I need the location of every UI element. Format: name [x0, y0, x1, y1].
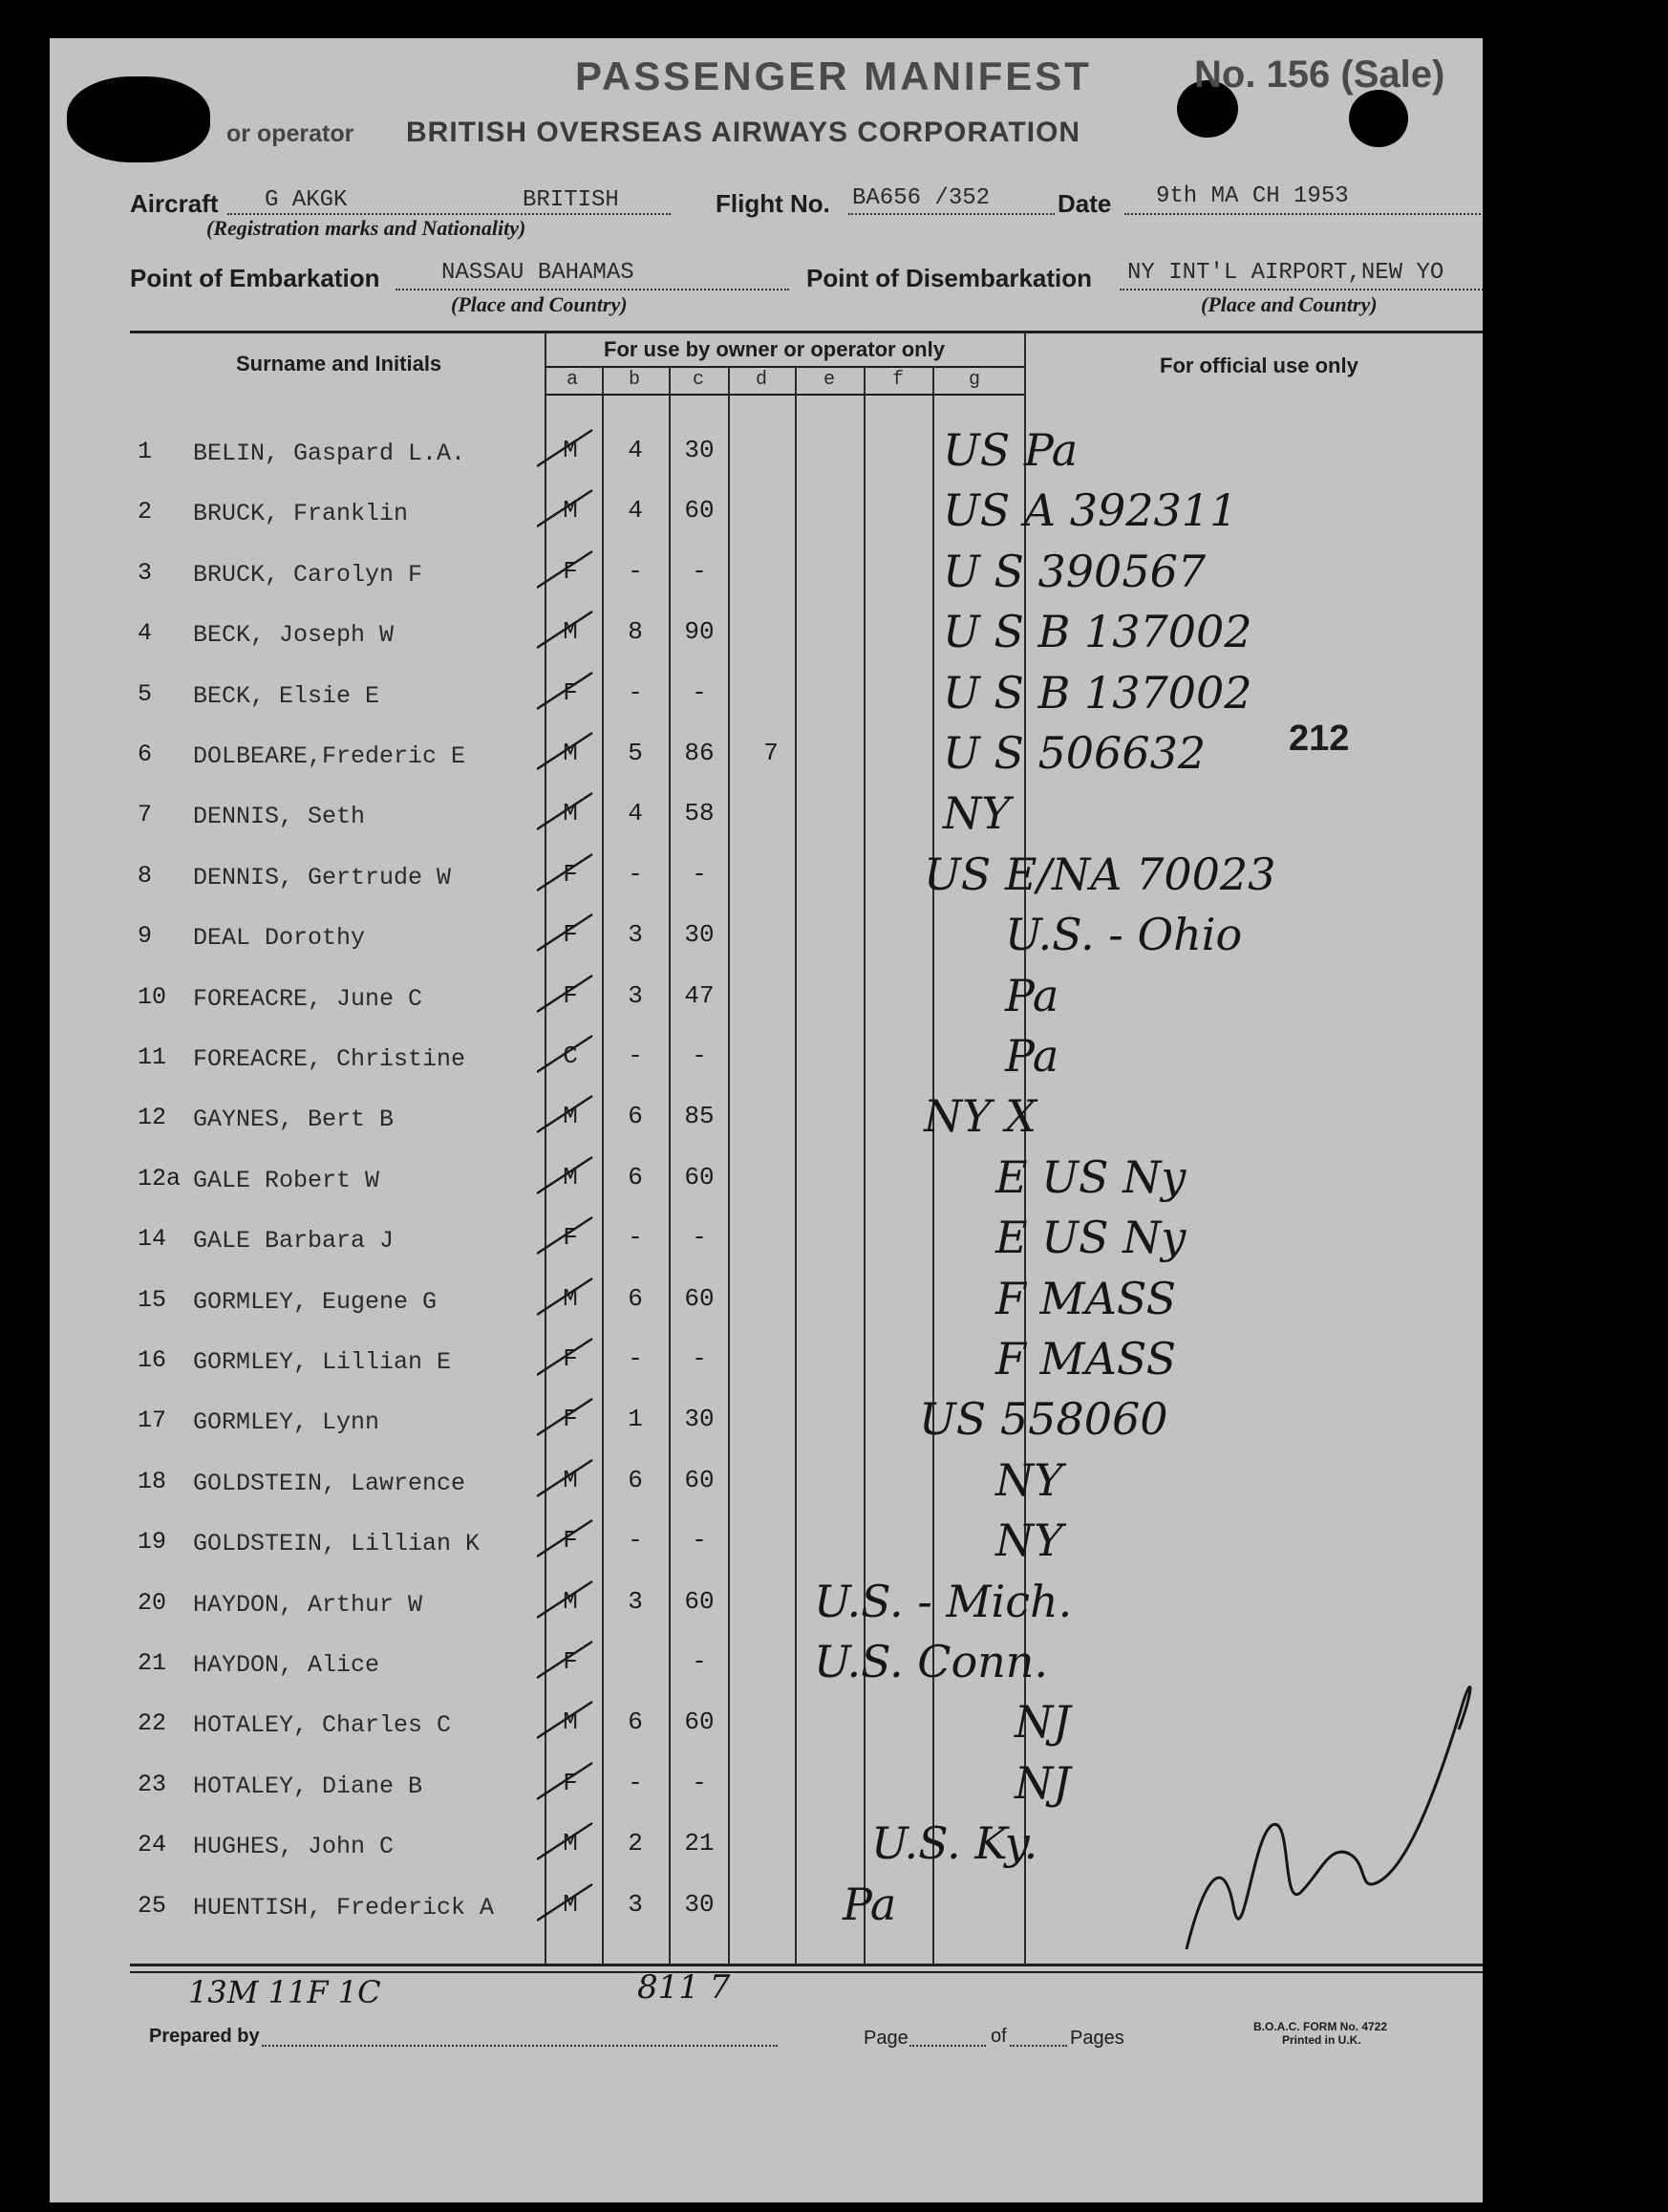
handwritten-note: U.S. Ky.	[871, 1817, 1038, 1870]
page-label: Page	[864, 2028, 909, 2049]
col-b-cell: 6	[628, 1465, 643, 1494]
manifest-number: No. 156 (Sale)	[1194, 54, 1445, 96]
col-c-cell: 90	[684, 617, 715, 647]
passenger-name: BELIN, Gaspard L.A.	[193, 440, 466, 467]
row-number: 5	[138, 679, 153, 708]
check-mark-icon	[537, 1333, 594, 1383]
col-c-cell: -	[692, 1768, 707, 1797]
col-b-cell: 6	[628, 1283, 643, 1313]
manifest-title: PASSENGER MANIFEST	[575, 54, 1092, 98]
col-c-cell: 60	[684, 496, 715, 526]
sex-cell: M	[563, 739, 578, 767]
table-row	[50, 969, 1483, 1031]
col-c-cell: 60	[684, 1586, 715, 1616]
col-c-cell: -	[692, 1223, 707, 1253]
row-number: 7	[138, 801, 153, 829]
sex-cell: M	[563, 1889, 578, 1919]
prepared-by-label: Prepared by	[149, 2026, 260, 2047]
embarkation-value: NASSAU BAHAMAS	[441, 260, 634, 286]
passenger-name: GAYNES, Bert B	[193, 1106, 395, 1134]
col-a-header: a	[567, 369, 579, 391]
owner-column-header: For use by owner or operator only	[604, 337, 945, 361]
col-c-cell: 85	[684, 1102, 715, 1131]
col-e-header: e	[823, 369, 836, 391]
torn-corner	[67, 76, 210, 162]
col-c-cell: 30	[684, 920, 715, 950]
pages-label: Pages	[1070, 2028, 1124, 2049]
check-mark-icon	[537, 1576, 594, 1625]
handwritten-note: Pa	[843, 1878, 897, 1930]
handwritten-note: U.S. Conn.	[814, 1636, 1049, 1687]
of-label: of	[991, 2026, 1007, 2047]
flight-label: Flight No.	[716, 189, 830, 218]
signature-icon	[1177, 1663, 1483, 1968]
handwritten-note: U.S. - Mich.	[814, 1575, 1073, 1627]
aircraft-registration: G AKGK	[265, 187, 348, 213]
handwritten-note: NY	[995, 1514, 1063, 1567]
check-mark-icon	[537, 424, 594, 474]
table-row	[50, 1393, 1483, 1454]
form-number: B.O.A.C. FORM No. 4722	[1253, 2020, 1388, 2033]
of-line	[1010, 2045, 1067, 2047]
sex-cell: M	[563, 1829, 578, 1858]
sex-cell: M	[563, 617, 578, 647]
stamp-number: 212	[1289, 719, 1350, 759]
aircraft-label: Aircraft	[130, 189, 219, 218]
embarkation-caption: (Place and Country)	[451, 292, 628, 316]
table-row	[50, 1453, 1483, 1515]
col-c-cell: -	[692, 1647, 707, 1676]
table-bottom-rule-2	[130, 1971, 1483, 1973]
check-mark-icon	[537, 1090, 594, 1140]
passenger-name: HUENTISH, Frederick A	[193, 1893, 495, 1922]
table-row	[50, 909, 1483, 970]
col-c-cell: 30	[684, 1405, 715, 1434]
handwritten-note: F MASS	[995, 1272, 1177, 1324]
row-number: 23	[138, 1770, 167, 1798]
col-c-cell: -	[692, 1526, 707, 1556]
header-bottom-rule	[545, 394, 1024, 396]
disembarkation-caption: (Place and Country)	[1201, 292, 1378, 316]
passenger-name: BRUCK, Franklin	[193, 500, 409, 528]
handwritten-note: US A 392311	[943, 484, 1238, 537]
passenger-name: DOLBEARE,Frederic E	[193, 742, 466, 770]
sex-cell: M	[563, 496, 578, 526]
check-mark-icon	[537, 1514, 594, 1564]
col-c-cell: -	[692, 677, 707, 707]
disembarkation-value: NY INT'L AIRPORT,NEW YO	[1127, 260, 1444, 286]
prepared-by-line	[262, 2045, 778, 2047]
handwritten-note: NJ	[1015, 1696, 1071, 1749]
footer-tally: 13M 11F 1C	[188, 1974, 381, 2010]
check-mark-icon	[537, 848, 594, 898]
passenger-name: GORMLEY, Lillian E	[193, 1348, 452, 1376]
row-number: 19	[138, 1528, 167, 1557]
flight-line	[848, 213, 1055, 215]
col-c-cell: 47	[684, 980, 715, 1010]
row-number: 1	[138, 438, 153, 465]
col-b-cell: -	[628, 1526, 643, 1556]
col-b-cell: 8	[628, 617, 643, 647]
handwritten-note: U S B 137002	[943, 666, 1252, 719]
col-c-cell: 60	[684, 1465, 715, 1494]
row-number: 25	[138, 1891, 167, 1920]
table-row	[50, 1030, 1483, 1091]
handwritten-note: US E/NA 70023	[924, 848, 1276, 900]
registration-caption: (Registration marks and Nationality)	[206, 216, 526, 240]
handwritten-note: NY	[995, 1453, 1063, 1506]
passenger-name: DENNIS, Gertrude W	[193, 863, 452, 891]
sex-cell: F	[563, 920, 578, 950]
col-c-cell: 60	[684, 1707, 715, 1737]
handwritten-note: Pa	[1005, 1030, 1059, 1082]
sex-cell: M	[563, 1162, 578, 1192]
row-number: 20	[138, 1588, 167, 1617]
aircraft-line	[227, 213, 671, 215]
passenger-name: FOREACRE, June C	[193, 984, 423, 1013]
handwritten-note: E US Ny	[995, 1212, 1187, 1264]
date-label: Date	[1058, 189, 1112, 218]
table-row	[50, 1272, 1483, 1334]
col-b-cell: 5	[628, 739, 643, 767]
embarkation-label: Point of Embarkation	[130, 264, 380, 292]
col-c-cell: 58	[684, 799, 715, 828]
check-mark-icon	[537, 1757, 594, 1807]
passenger-name: HOTALEY, Diane B	[193, 1772, 423, 1800]
table-row	[50, 1212, 1483, 1273]
handwritten-note: US 558060	[919, 1393, 1168, 1446]
embarkation-line	[396, 289, 789, 290]
check-mark-icon	[537, 1879, 594, 1928]
sex-cell: M	[563, 1707, 578, 1737]
row-number: 14	[138, 1225, 167, 1254]
row-number: 3	[138, 558, 153, 587]
col-c-cell: 60	[684, 1283, 715, 1313]
col-b-cell: -	[628, 1223, 643, 1253]
passenger-name: GALE Barbara J	[193, 1227, 395, 1256]
passenger-name: DENNIS, Seth	[193, 803, 366, 831]
name-column-header: Surname and Initials	[236, 352, 442, 376]
table-top-rule	[130, 331, 1483, 333]
col-b-header: b	[629, 369, 641, 391]
check-mark-icon	[537, 484, 594, 534]
col-b-cell: 3	[628, 1586, 643, 1616]
col-c-cell: -	[692, 859, 707, 889]
check-mark-icon	[537, 667, 594, 717]
row-number: 10	[138, 982, 167, 1011]
check-mark-icon	[537, 970, 594, 1020]
table-row	[50, 545, 1483, 607]
check-mark-icon	[537, 727, 594, 777]
aircraft-nationality: BRITISH	[523, 187, 619, 213]
page-line	[909, 2045, 986, 2047]
sex-cell: F	[563, 859, 578, 889]
passenger-name: BECK, Elsie E	[193, 681, 380, 710]
col-b-cell: 6	[628, 1162, 643, 1192]
col-b-cell: 3	[628, 920, 643, 950]
col-c-cell: 30	[684, 436, 715, 464]
table-row	[50, 1333, 1483, 1394]
sex-cell: M	[563, 436, 578, 464]
sex-cell: F	[563, 677, 578, 707]
col-c-cell: 86	[684, 739, 715, 767]
passenger-name: GALE Robert W	[193, 1166, 380, 1194]
table-row	[50, 1575, 1483, 1637]
table-row	[50, 606, 1483, 667]
sex-cell: M	[563, 1586, 578, 1616]
handwritten-note: U.S. - Ohio	[1005, 909, 1243, 961]
owner-label: or operator	[226, 120, 354, 147]
handwritten-note: NJ	[1015, 1756, 1071, 1809]
row-number: 2	[138, 498, 153, 526]
owner-value: BRITISH OVERSEAS AIRWAYS CORPORATION	[406, 117, 1081, 148]
sex-cell: F	[563, 1768, 578, 1797]
passenger-name: HAYDON, Arthur W	[193, 1590, 423, 1619]
col-g-header: g	[969, 369, 981, 391]
sex-cell: F	[563, 1344, 578, 1373]
col-c-cell: -	[692, 1042, 707, 1070]
col-c-cell: 60	[684, 1162, 715, 1192]
row-number: 8	[138, 861, 153, 890]
table-row	[50, 484, 1483, 546]
row-number: 15	[138, 1285, 167, 1314]
sex-cell: C	[563, 1042, 578, 1070]
row-number: 4	[138, 619, 153, 648]
handwritten-note: U S B 137002	[943, 606, 1252, 658]
col-c-cell: -	[692, 1344, 707, 1373]
table-row	[50, 848, 1483, 910]
col-b-cell: 6	[628, 1102, 643, 1131]
col-d-cell: 7	[763, 739, 779, 767]
col-c-cell: 21	[684, 1829, 715, 1858]
date-value: 9th MA CH 1953	[1156, 183, 1349, 209]
col-b-cell: 1	[628, 1405, 643, 1434]
passenger-name: GORMLEY, Lynn	[193, 1408, 380, 1437]
sex-cell: M	[563, 1102, 578, 1131]
row-number: 6	[138, 741, 153, 768]
flight-number: BA656 /352	[852, 185, 991, 211]
col-b-cell: 2	[628, 1829, 643, 1858]
check-mark-icon	[537, 909, 594, 958]
manifest-page	[50, 38, 1483, 2202]
punch-hole-right	[1349, 90, 1408, 147]
footer-totals: 811 7	[637, 1968, 731, 2007]
col-b-cell: 3	[628, 980, 643, 1010]
handwritten-note: U S 390567	[943, 545, 1207, 597]
table-row	[50, 727, 1483, 788]
col-b-cell: -	[628, 859, 643, 889]
check-mark-icon	[537, 1636, 594, 1686]
check-mark-icon	[537, 606, 594, 655]
table-row	[50, 666, 1483, 728]
row-number: 21	[138, 1649, 167, 1677]
sex-cell: F	[563, 1405, 578, 1434]
col-b-cell: -	[628, 1042, 643, 1070]
sex-cell: M	[563, 1465, 578, 1494]
col-f-header: f	[892, 369, 905, 391]
col-d-header: d	[756, 369, 768, 391]
check-mark-icon	[537, 1817, 594, 1867]
col-c-cell: -	[692, 556, 707, 586]
passenger-name: FOREACRE, Christine	[193, 1045, 466, 1073]
sex-cell: M	[563, 1283, 578, 1313]
printed-in: Printed in U.K.	[1282, 2033, 1361, 2047]
row-number: 12	[138, 1104, 167, 1132]
col-c-cell: 30	[684, 1889, 715, 1919]
handwritten-note: NY X	[924, 1090, 1037, 1143]
col-b-cell: -	[628, 677, 643, 707]
table-row	[50, 787, 1483, 848]
passenger-name: DEAL Dorothy	[193, 924, 366, 953]
row-number: 9	[138, 922, 153, 951]
official-column-header: For official use only	[1160, 354, 1358, 377]
passenger-name: BECK, Joseph W	[193, 621, 395, 650]
disembarkation-label: Point of Disembarkation	[806, 264, 1093, 292]
sex-cell: F	[563, 1647, 578, 1676]
check-mark-icon	[537, 1212, 594, 1261]
sub-header-rule	[545, 366, 1024, 368]
check-mark-icon	[537, 1030, 594, 1080]
date-line	[1124, 213, 1483, 215]
check-mark-icon	[537, 1454, 594, 1504]
row-number: 22	[138, 1709, 167, 1738]
col-b-cell: 3	[628, 1889, 643, 1919]
handwritten-note: E US Ny	[995, 1150, 1187, 1203]
handwritten-note: Pa	[1005, 969, 1059, 1021]
col-b-cell: -	[628, 556, 643, 586]
row-number: 12a	[138, 1164, 182, 1192]
passenger-name: GOLDSTEIN, Lawrence	[193, 1469, 466, 1497]
sex-cell: F	[563, 556, 578, 586]
handwritten-note: U S 506632	[943, 727, 1207, 779]
col-b-cell: -	[628, 1344, 643, 1373]
check-mark-icon	[537, 546, 594, 595]
passenger-name: BRUCK, Carolyn F	[193, 560, 423, 589]
handwritten-note: F MASS	[995, 1333, 1177, 1385]
row-number: 24	[138, 1831, 167, 1859]
handwritten-note: NY	[943, 787, 1011, 840]
col-b-cell: -	[628, 1768, 643, 1797]
row-number: 17	[138, 1407, 167, 1435]
table-row	[50, 1150, 1483, 1213]
check-mark-icon	[537, 1151, 594, 1201]
passenger-name: GOLDSTEIN, Lillian K	[193, 1530, 481, 1558]
sex-cell: M	[563, 799, 578, 828]
passenger-name: HAYDON, Alice	[193, 1651, 380, 1679]
col-b-cell: 4	[628, 799, 643, 828]
col-b-cell: 4	[628, 436, 643, 464]
disembarkation-line	[1120, 289, 1483, 290]
table-row	[50, 1090, 1483, 1151]
sex-cell: F	[563, 1223, 578, 1253]
passenger-name: HOTALEY, Charles C	[193, 1711, 452, 1740]
table-row	[50, 424, 1483, 485]
col-c-header: c	[693, 369, 705, 391]
col-b-cell: 4	[628, 496, 643, 526]
check-mark-icon	[537, 1273, 594, 1322]
sex-cell: F	[563, 980, 578, 1010]
sex-cell: F	[563, 1526, 578, 1556]
check-mark-icon	[537, 1393, 594, 1443]
check-mark-icon	[537, 787, 594, 837]
col-b-cell: 6	[628, 1707, 643, 1737]
passenger-name: HUGHES, John C	[193, 1833, 395, 1861]
table-row	[50, 1514, 1483, 1576]
row-number: 11	[138, 1043, 167, 1071]
handwritten-note: US Pa	[943, 424, 1079, 476]
passenger-name: GORMLEY, Eugene G	[193, 1287, 438, 1316]
row-number: 16	[138, 1346, 167, 1374]
row-number: 18	[138, 1467, 167, 1495]
check-mark-icon	[537, 1696, 594, 1746]
